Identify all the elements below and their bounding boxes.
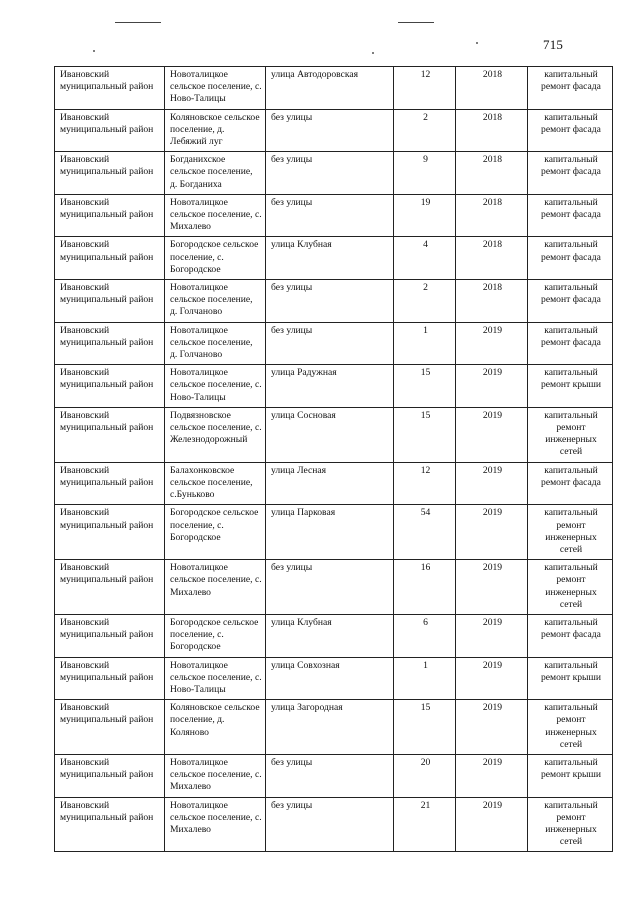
year-cell: 2019 bbox=[456, 700, 528, 755]
house-number-cell: 2 bbox=[394, 109, 456, 152]
district-cell: Ивановский муниципальный район bbox=[55, 407, 165, 462]
table-body bbox=[55, 67, 613, 852]
settlement-cell: Новоталицкое сельское поселение, с. Михалево bbox=[165, 560, 266, 615]
street-cell: улица Клубная bbox=[266, 614, 394, 657]
settlement-cell: Подвязновское сельское поселение, с. Железнодорожный bbox=[165, 407, 266, 462]
district-cell: Ивановский муниципальный район bbox=[55, 152, 165, 195]
year-cell: 2019 bbox=[456, 365, 528, 408]
work-type-cell: капитальный ремонт инженерных сетей bbox=[528, 560, 613, 615]
street-cell: без улицы bbox=[266, 280, 394, 323]
table-row bbox=[55, 194, 613, 237]
table-row bbox=[55, 754, 613, 797]
district-cell: Ивановский муниципальный район bbox=[55, 67, 165, 110]
settlement-cell: Богородское сельское поселение, с. Богородское bbox=[165, 505, 266, 560]
year-cell: 2019 bbox=[456, 560, 528, 615]
settlement-cell: Коляновское сельское поселение, д. Лебяжий луг bbox=[165, 109, 266, 152]
street-cell: улица Совхозная bbox=[266, 657, 394, 700]
house-number-cell: 12 bbox=[394, 67, 456, 110]
work-type-cell: капитальный ремонт инженерных сетей bbox=[528, 505, 613, 560]
year-cell: 2018 bbox=[456, 280, 528, 323]
house-number-cell: 1 bbox=[394, 322, 456, 365]
house-number-cell: 1 bbox=[394, 657, 456, 700]
district-cell: Ивановский муниципальный район bbox=[55, 754, 165, 797]
work-type-cell: капитальный ремонт инженерных сетей bbox=[528, 797, 613, 852]
district-cell: Ивановский муниципальный район bbox=[55, 505, 165, 560]
street-cell: улица Радужная bbox=[266, 365, 394, 408]
house-number-cell: 20 bbox=[394, 754, 456, 797]
street-cell: без улицы bbox=[266, 797, 394, 852]
settlement-cell: Новоталицкое сельское поселение, д. Голчаново bbox=[165, 322, 266, 365]
year-cell: 2019 bbox=[456, 754, 528, 797]
district-cell: Ивановский муниципальный район bbox=[55, 237, 165, 280]
district-cell: Ивановский муниципальный район bbox=[55, 657, 165, 700]
work-type-cell: капитальный ремонт крыши bbox=[528, 657, 613, 700]
settlement-cell: Новоталицкое сельское поселение, с. Михалево bbox=[165, 797, 266, 852]
year-cell: 2018 bbox=[456, 109, 528, 152]
district-cell: Ивановский муниципальный район bbox=[55, 614, 165, 657]
district-cell: Ивановский муниципальный район bbox=[55, 700, 165, 755]
year-cell: 2019 bbox=[456, 322, 528, 365]
table-row bbox=[55, 67, 613, 110]
district-cell: Ивановский муниципальный район bbox=[55, 322, 165, 365]
table-row bbox=[55, 109, 613, 152]
house-number-cell: 12 bbox=[394, 462, 456, 505]
settlement-cell: Коляновское сельское поселение, д. Коляново bbox=[165, 700, 266, 755]
table-row bbox=[55, 614, 613, 657]
street-cell: улица Сосновая bbox=[266, 407, 394, 462]
street-cell: улица Парковая bbox=[266, 505, 394, 560]
settlement-cell: Богородское сельское поселение, с. Богородское bbox=[165, 237, 266, 280]
work-type-cell: капитальный ремонт фасада bbox=[528, 322, 613, 365]
table-row bbox=[55, 280, 613, 323]
settlement-cell: Новоталицкое сельское поселение, с. Ново-Талицы bbox=[165, 657, 266, 700]
table-row bbox=[55, 322, 613, 365]
district-cell: Ивановский муниципальный район bbox=[55, 194, 165, 237]
table-row bbox=[55, 152, 613, 195]
settlement-cell: Новоталицкое сельское поселение, д. Голчаново bbox=[165, 280, 266, 323]
settlement-cell: Новоталицкое сельское поселение, с. Ново-Талицы bbox=[165, 365, 266, 408]
year-cell: 2019 bbox=[456, 657, 528, 700]
street-cell: без улицы bbox=[266, 754, 394, 797]
house-number-cell: 6 bbox=[394, 614, 456, 657]
housing-repair-table bbox=[54, 66, 613, 852]
year-cell: 2018 bbox=[456, 237, 528, 280]
house-number-cell: 9 bbox=[394, 152, 456, 195]
work-type-cell: капитальный ремонт фасада bbox=[528, 109, 613, 152]
scan-dot bbox=[93, 50, 95, 52]
scan-dot bbox=[476, 42, 478, 44]
table-row bbox=[55, 407, 613, 462]
year-cell: 2019 bbox=[456, 505, 528, 560]
work-type-cell: капитальный ремонт фасада bbox=[528, 614, 613, 657]
street-cell: без улицы bbox=[266, 152, 394, 195]
district-cell: Ивановский муниципальный район bbox=[55, 109, 165, 152]
street-cell: улица Лесная bbox=[266, 462, 394, 505]
district-cell: Ивановский муниципальный район bbox=[55, 462, 165, 505]
table-row bbox=[55, 462, 613, 505]
street-cell: улица Клубная bbox=[266, 237, 394, 280]
year-cell: 2019 bbox=[456, 407, 528, 462]
house-number-cell: 15 bbox=[394, 365, 456, 408]
year-cell: 2019 bbox=[456, 462, 528, 505]
house-number-cell: 16 bbox=[394, 560, 456, 615]
house-number-cell: 15 bbox=[394, 407, 456, 462]
work-type-cell: капитальный ремонт фасада bbox=[528, 152, 613, 195]
work-type-cell: капитальный ремонт инженерных сетей bbox=[528, 700, 613, 755]
year-cell: 2018 bbox=[456, 152, 528, 195]
house-number-cell: 4 bbox=[394, 237, 456, 280]
page-number: 715 bbox=[543, 37, 564, 52]
house-number-cell: 15 bbox=[394, 700, 456, 755]
street-cell: без улицы bbox=[266, 560, 394, 615]
street-cell: без улицы bbox=[266, 322, 394, 365]
street-cell: без улицы bbox=[266, 194, 394, 237]
table-row bbox=[55, 505, 613, 560]
house-number-cell: 21 bbox=[394, 797, 456, 852]
year-cell: 2018 bbox=[456, 194, 528, 237]
table-row bbox=[55, 365, 613, 408]
work-type-cell: капитальный ремонт фасада bbox=[528, 237, 613, 280]
district-cell: Ивановский муниципальный район bbox=[55, 280, 165, 323]
work-type-cell: капитальный ремонт фасада bbox=[528, 194, 613, 237]
year-cell: 2018 bbox=[456, 67, 528, 110]
district-cell: Ивановский муниципальный район bbox=[55, 365, 165, 408]
work-type-cell: капитальный ремонт крыши bbox=[528, 365, 613, 408]
table-row bbox=[55, 700, 613, 755]
work-type-cell: капитальный ремонт фасада bbox=[528, 462, 613, 505]
work-type-cell: капитальный ремонт фасада bbox=[528, 67, 613, 110]
settlement-cell: Богородское сельское поселение, с. Богородское bbox=[165, 614, 266, 657]
year-cell: 2019 bbox=[456, 614, 528, 657]
scan-dot bbox=[372, 52, 374, 54]
street-cell: без улицы bbox=[266, 109, 394, 152]
scan-mark-top-left bbox=[115, 22, 161, 23]
district-cell: Ивановский муниципальный район bbox=[55, 797, 165, 852]
street-cell: улица Загородная bbox=[266, 700, 394, 755]
settlement-cell: Балахонковское сельское поселение, с.Буньково bbox=[165, 462, 266, 505]
table-row bbox=[55, 560, 613, 615]
house-number-cell: 2 bbox=[394, 280, 456, 323]
house-number-cell: 54 bbox=[394, 505, 456, 560]
settlement-cell: Новоталицкое сельское поселение, с. Ново-Талицы bbox=[165, 67, 266, 110]
table-row bbox=[55, 657, 613, 700]
work-type-cell: капитальный ремонт инженерных сетей bbox=[528, 407, 613, 462]
settlement-cell: Богданихское сельское поселение, д. Богданиха bbox=[165, 152, 266, 195]
house-number-cell: 19 bbox=[394, 194, 456, 237]
district-cell: Ивановский муниципальный район bbox=[55, 560, 165, 615]
scan-mark-top-center bbox=[398, 22, 434, 23]
work-type-cell: капитальный ремонт крыши bbox=[528, 754, 613, 797]
settlement-cell: Новоталицкое сельское поселение, с. Михалево bbox=[165, 754, 266, 797]
settlement-cell: Новоталицкое сельское поселение, с. Михалево bbox=[165, 194, 266, 237]
table-row bbox=[55, 797, 613, 852]
table-row bbox=[55, 237, 613, 280]
work-type-cell: капитальный ремонт фасада bbox=[528, 280, 613, 323]
year-cell: 2019 bbox=[456, 797, 528, 852]
street-cell: улица Автодоровская bbox=[266, 67, 394, 110]
